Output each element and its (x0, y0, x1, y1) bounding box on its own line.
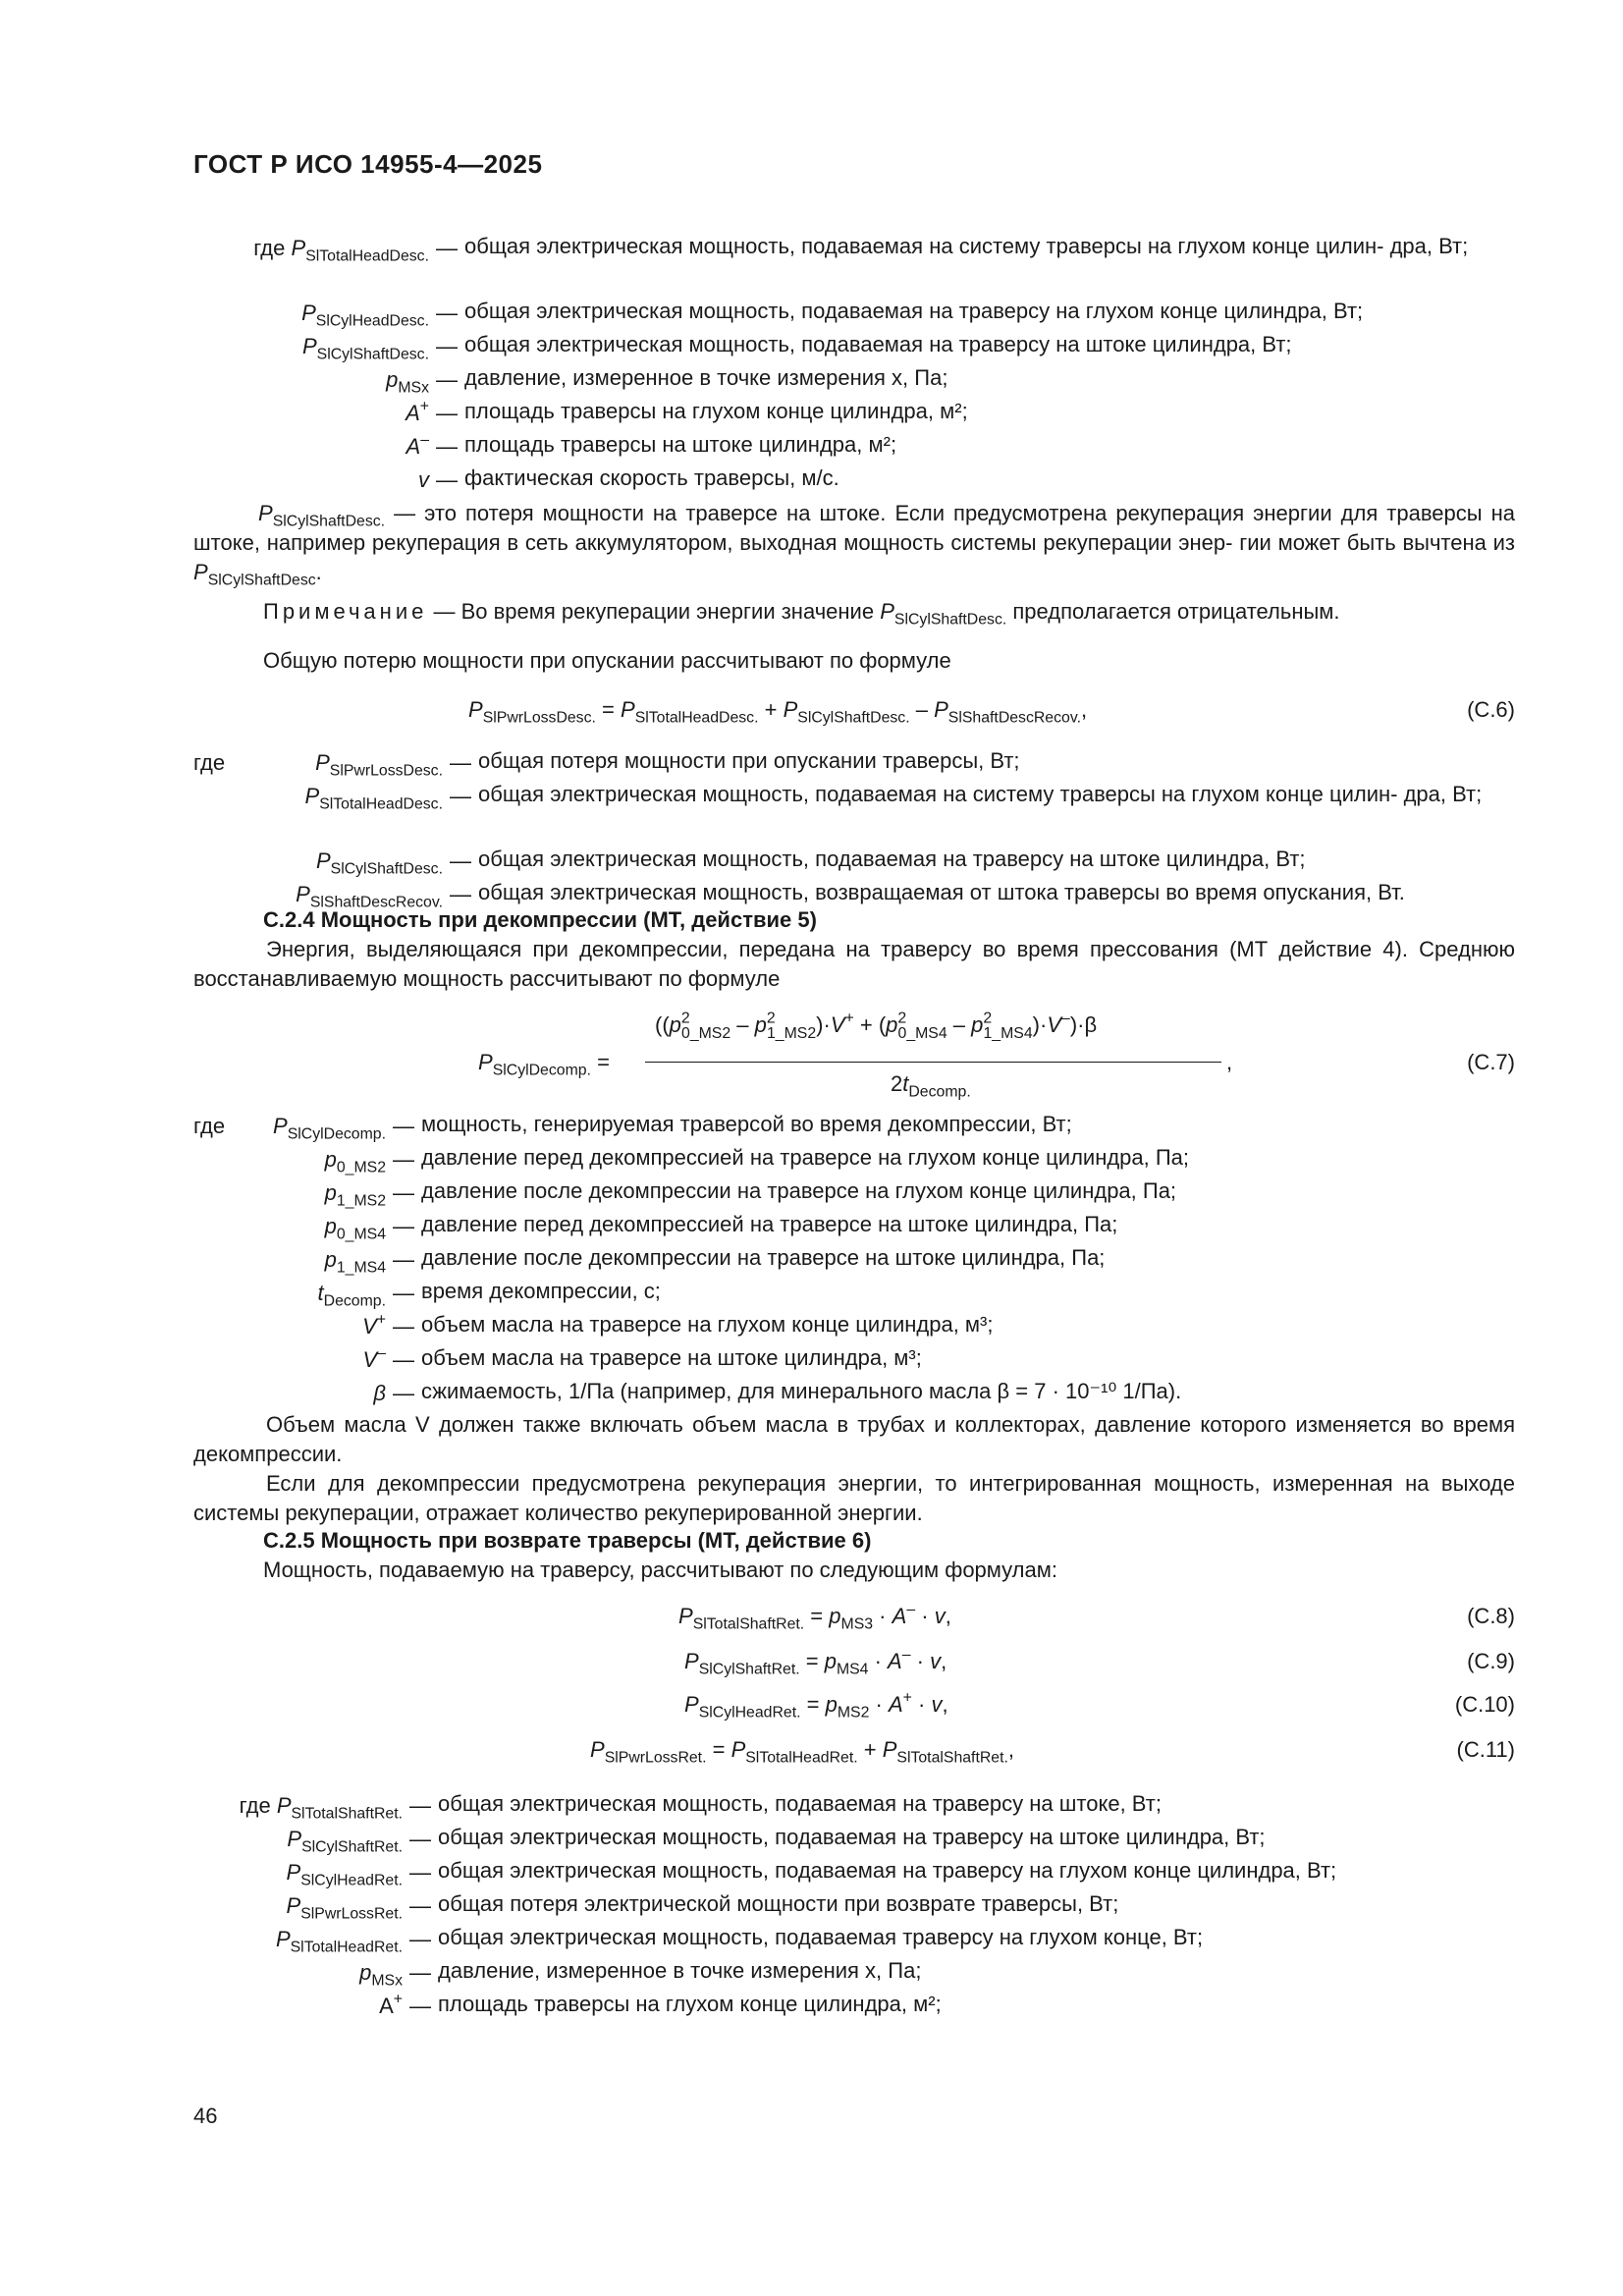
symbol-description: давление после декомпрессии на траверсе на штоке цилиндра, Па; (421, 1245, 1106, 1270)
symbol-definition (193, 1823, 1515, 1856)
symbol-definition (193, 1343, 1515, 1377)
symbol: $P_{SlPwrLossDesc.}$ (315, 750, 443, 780)
symbol-definition (193, 1789, 1515, 1823)
symbol: $p_{1\_MS4}$ (324, 1247, 386, 1277)
symbol-definition (193, 232, 1515, 265)
equation-number: (C.10) (1454, 1692, 1515, 1717)
symbol: $p_{0\_MS2}$ (324, 1147, 386, 1176)
equation-c11: $P_{SlPwrLossRet.} = P_{SlTotalHeadRet.} + P_{SlTotalShaftRet.}$, (C.11) (193, 1732, 1515, 1768)
dash: — (409, 1893, 431, 1918)
equation-c7: $P_{SlCylDecomp.}$ = $((p^2_{0\_MS2} - p^2_{1\_MS2})\cdot V^+ + (p^2_{0\_MS4} - p^2_{1\_MS4})\cdot V^-)\cdot\beta$ $2t_{Decomp.}$ , (C.7) (478, 1010, 1515, 1101)
symbol-description: площадь траверсы на глухом конце цилиндра, м²; (438, 1992, 942, 2016)
section-heading-c25: С.2.5 Мощность при возврате траверсы (МТ, действие 6) (263, 1528, 872, 1553)
dash: — (409, 1927, 431, 1951)
symbol-description: общая потеря мощности при опускании траверсы, Вт; (478, 748, 1020, 773)
symbol-description: общая электрическая мощность, подаваемая на траверсу на штоке цилиндра, Вт; (464, 332, 1292, 356)
dash: — (409, 1994, 431, 2018)
symbol-definition (193, 1277, 1515, 1310)
symbol-definition (193, 1956, 1515, 1990)
paragraph-return-intro: Мощность, подаваемую на траверсу, рассчитывают по следующим формулам: (263, 1558, 1057, 1582)
section-heading-c24: С.2.4 Мощность при декомпрессии (МТ, действие 5) (263, 907, 817, 932)
symbol: $P_{SlTotalHeadDesc.}$ (304, 784, 443, 813)
symbol-definition (193, 1176, 1515, 1210)
dash: — (436, 301, 458, 325)
page-number: 46 (193, 2104, 218, 2128)
equation-number: (C.11) (1456, 1737, 1515, 1762)
symbol: где $P_{SlTotalShaftRet.}$ (239, 1793, 403, 1823)
symbol-description: общая электрическая мощность, подаваемая траверсу на глухом конце, Вт; (438, 1925, 1204, 1949)
symbol: $t_{Decomp.}$ (317, 1281, 386, 1310)
dash: — (393, 1114, 414, 1138)
symbol-definition (193, 1210, 1515, 1243)
symbol: $P_{SlShaftDescRecov.}$ (296, 882, 443, 911)
symbol: V– (362, 1344, 386, 1372)
symbol-description: давление перед декомпрессией на траверсе на глухом конце цилиндра, Па; (421, 1145, 1190, 1170)
symbol-description: общая потеря электрической мощности при возврате траверсы, Вт; (438, 1891, 1119, 1916)
symbol-description: общая электрическая мощность, подаваемая на траверсу на штоке цилиндра, Вт; (438, 1825, 1266, 1849)
symbol: $p_{MSx}$ (359, 1960, 403, 1990)
symbol-description: общая электрическая мощность, подаваемая на траверсу на штоке цилиндра, Вт; (478, 847, 1306, 871)
equation-number: (C.8) (1467, 1604, 1515, 1628)
dash: — (393, 1180, 414, 1205)
where-label: где (193, 750, 226, 775)
symbol: $p_{MSx}$ (386, 367, 429, 397)
dash: — (436, 334, 458, 358)
note: Примечание — Во время рекуперации энергии значение $P_{SlCylShaftDesc.}$ предполагается отрицательным. (263, 599, 1340, 629)
symbol-description: время декомпрессии, с; (421, 1279, 661, 1303)
paragraph-total-loss-intro: Общую потерю мощности при опускании рассчитывают по формуле (263, 648, 951, 673)
symbol-definition (193, 1856, 1515, 1889)
paragraph-oil-volume: Объем масла V должен также включать объем масла в трубах и коллекторах, давление которого изменяется во время декомпрессии. (193, 1412, 1515, 1466)
symbol-description: давление, измеренное в точке измерения x, Па; (438, 1958, 922, 1983)
symbol: $P_{SlPwrLossRet.}$ (286, 1893, 403, 1923)
paragraph-recovery: $P_{SlCylShaftDesc.}$ — это потеря мощности на траверсе на штоке. Если предусмотрена рекуперация энергии для траверсы на штоке, например рекуперация в сеть аккумулятором, выходная мощность системы рекуперации энер- гии может быть вычтена из $P_{SlCylShaftDesc}$. (193, 501, 1515, 589)
dash: — (393, 1214, 414, 1238)
equation-number: (C.6) (1467, 697, 1515, 722)
dash: — (393, 1314, 414, 1339)
symbol-description: давление, измеренное в точке измерения x, Па; (464, 365, 948, 390)
dash: — (450, 882, 471, 906)
symbol-definition (193, 1889, 1515, 1923)
symbol-definition (193, 1377, 1515, 1410)
symbol-description: общая электрическая мощность, подаваемая на систему траверсы на глухом конце цилин- дра, Вт; (464, 234, 1469, 258)
symbol: A– (406, 431, 429, 459)
dash: — (393, 1247, 414, 1272)
symbol-description: давление после декомпрессии на траверсе на глухом конце цилиндра, Па; (421, 1178, 1177, 1203)
dash: — (409, 1827, 431, 1851)
symbol: V+ (362, 1311, 386, 1339)
symbol-description: общая электрическая мощность, подаваемая на траверсу на штоке, Вт; (438, 1791, 1162, 1816)
dash: — (393, 1281, 414, 1305)
symbol-description: общая электрическая мощность, подаваемая на траверсу на глухом конце цилиндра, Вт; (464, 299, 1364, 323)
symbol-description: площадь траверсы на штоке цилиндра, м²; (464, 432, 897, 457)
symbol-description: сжимаемость, 1/Па (например, для минерального масла β = 7 · 10⁻¹⁰ 1/Па). (421, 1379, 1182, 1403)
where-label: где (193, 1114, 226, 1138)
dash: — (450, 750, 471, 775)
dash: — (393, 1381, 414, 1405)
symbol: $P_{SlCylShaftDesc.}$ (315, 848, 443, 878)
symbol: $P_{SlTotalHeadRet.}$ (275, 1927, 403, 1956)
equation-c9: $P_{SlCylShaftRet.} = p_{MS4} \cdot A^- \cdot v$, (C.9) (193, 1644, 1515, 1679)
paragraph-recuperation: Если для декомпрессии предусмотрена рекуперация энергии, то интегрированная мощность, измеренная на выходе системы рекуперации, отражает количество рекуперированной энергии. (193, 1471, 1515, 1525)
symbol: $p_{1\_MS2}$ (324, 1180, 386, 1210)
symbol-definition (193, 1243, 1515, 1277)
dash: — (436, 367, 458, 392)
symbol-description: общая электрическая мощность, возвращаемая от штока траверсы во время опускания, Вт. (478, 880, 1405, 904)
symbol-description: площадь траверсы на глухом конце цилиндра, м²; (464, 399, 968, 423)
symbol-description: объем масла на траверсе на штоке цилиндра, м³; (421, 1345, 922, 1370)
dash: — (450, 784, 471, 808)
symbol-definition (193, 1143, 1515, 1176)
dash: — (409, 1793, 431, 1818)
symbol-description: мощность, генерируемая траверсой во время декомпрессии, Вт; (421, 1112, 1072, 1136)
symbol: $P_{SlCylHeadDesc.}$ (301, 301, 429, 330)
symbol-definition (193, 363, 1515, 397)
dash: — (450, 848, 471, 873)
symbol-description: общая электрическая мощность, подаваемая на траверсу на глухом конце цилиндра, Вт; (438, 1858, 1337, 1883)
dash: — (436, 467, 458, 492)
symbol: $P_{SlCylDecomp.}$ (273, 1114, 386, 1143)
dash: — (393, 1147, 414, 1172)
symbol: $P_{SlCylHeadRet.}$ (286, 1860, 403, 1889)
symbol-description: общая электрическая мощность, подаваемая на систему траверсы на глухом конце цилин- дра, Вт; (478, 782, 1483, 806)
paragraph-decompression: Энергия, выделяющаяся при декомпрессии, передана на траверсу во время прессования (МТ действие 4). Среднюю восстанавливаемую мощность рассчитывают по формуле (193, 937, 1515, 991)
symbol: $P_{SlCylShaftDesc.}$ (301, 334, 429, 363)
symbol-definition (193, 297, 1515, 330)
symbol-definition (193, 845, 1515, 878)
equation-c8: $P_{SlTotalShaftRet.} = p_{MS3} \cdot A^- \cdot v$, (C.8) (193, 1599, 1515, 1634)
equation-c6: $P_{SlPwrLossDesc.} = P_{SlTotalHeadDesc.} + P_{SlCylShaftDesc.} - P_{SlShaftDescRecov.}$, (C.6) (193, 692, 1515, 728)
symbol: v (418, 467, 429, 492)
symbol-description: фактическая скорость траверсы, м/с. (464, 465, 839, 490)
symbol: A+ (379, 1991, 403, 2018)
dash: — (436, 236, 458, 260)
symbol-definition (193, 1310, 1515, 1343)
symbol-description: объем масла на траверсе на глухом конце цилиндра, м³; (421, 1312, 994, 1337)
symbol: A+ (406, 398, 429, 425)
symbol-definition (193, 464, 1515, 497)
symbol-definition (193, 1923, 1515, 1956)
symbol-definition (193, 430, 1515, 464)
symbol-definition (193, 1990, 1515, 2023)
symbol-description: давление перед декомпрессией на траверсе на штоке цилиндра, Па; (421, 1212, 1118, 1236)
equation-number: (C.7) (1467, 1050, 1515, 1074)
equation-number: (C.9) (1467, 1649, 1515, 1673)
symbol: $p_{0\_MS4}$ (324, 1214, 386, 1243)
dash: — (436, 434, 458, 459)
equation-c10: $P_{SlCylHeadRet.} = p_{MS2} \cdot A^+ \cdot v$, (C.10) (193, 1687, 1515, 1722)
symbol-definition (193, 397, 1515, 430)
symbol-definition (193, 780, 1515, 813)
dash: — (436, 401, 458, 425)
document-header: ГОСТ Р ИСО 14955-4—2025 (193, 149, 543, 179)
dash: — (409, 1960, 431, 1985)
symbol-definition (193, 746, 1515, 780)
symbol-definition (193, 330, 1515, 363)
symbol: β (373, 1381, 386, 1405)
symbol-definition (193, 1110, 1515, 1143)
dash: — (393, 1347, 414, 1372)
symbol: $P_{SlCylShaftRet.}$ (287, 1827, 403, 1856)
symbol: где $P_{SlTotalHeadDesc.}$ (253, 236, 429, 265)
dash: — (409, 1860, 431, 1885)
